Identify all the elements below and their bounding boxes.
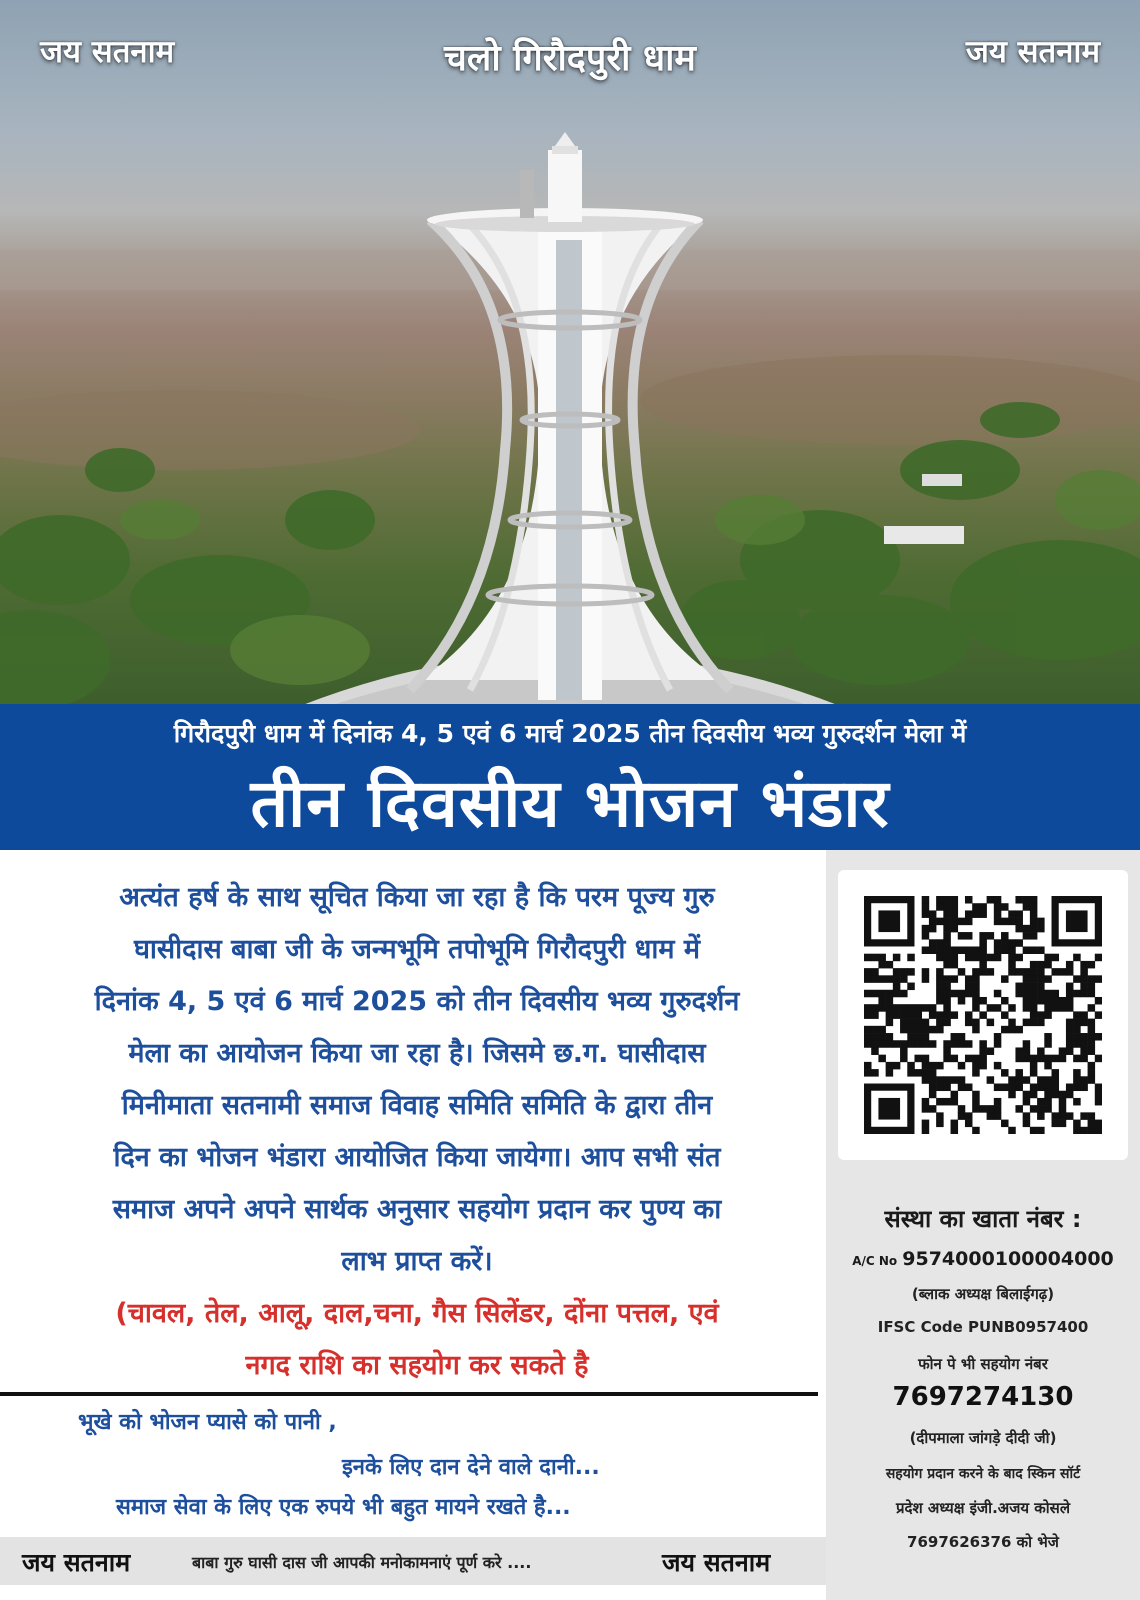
donation-items-text [22, 1288, 812, 1392]
donation-line: नगद राशि का सहयोग कर सकते है [245, 1350, 589, 1381]
phonepe-label: फोन पे भी सहयोग नंबर [918, 1355, 1048, 1373]
ifsc-code: IFSC Code PUNB0957400 [877, 1318, 1089, 1336]
qr-code-icon [864, 896, 1102, 1134]
block-head-label: (ब्लाक अध्यक्ष बिलाईगढ़) [911, 1285, 1055, 1303]
qr-code-container[interactable] [838, 870, 1128, 1160]
announcement-line: मेला का आयोजन किया जा रहा है। जिसमे छ.ग. घासीदास [128, 1038, 706, 1069]
poem-line-2: इनके लिए दान देने वाले दानी... [342, 1455, 600, 1480]
announcement-line: समाज अपने अपने सार्थक अनुसार सहयोग प्रदान कर पुण्य का [112, 1194, 722, 1225]
account-title: संस्था का खाता नंबर : [884, 1205, 1082, 1233]
hero-image [0, 0, 1140, 706]
announcement-text [22, 872, 812, 1288]
top-left-slogan: जय सतनाम [40, 34, 175, 70]
banner-title: तीन दिवसीय भोजन भंडार [250, 765, 890, 842]
announcement-line: घासीदास बाबा जी के जन्मभूमि तपोभूमि गिरौदपुरी धाम में [133, 934, 701, 965]
phonepe-number: 7697274130 [892, 1382, 1074, 1412]
announcement-line: लाभ प्राप्त करें। [341, 1246, 493, 1277]
president-phone: 7697626376 को भेजे [907, 1533, 1059, 1551]
announcement-section [0, 850, 820, 1390]
event-banner [0, 704, 1140, 850]
announcement-line: दिनांक 4, 5 एवं 6 मार्च 2025 को तीन दिवसीय भव्य गुरुदर्शन [94, 986, 740, 1017]
donation-line: (चावल, तेल, आलू, दाल,चना, गैस सिलेंडर, दोंना पत्तल, एवं [115, 1298, 719, 1329]
poem-line-3: समाज सेवा के लिए एक रुपये भी बहुत मायने रखते है... [116, 1495, 571, 1520]
footer-strip [0, 1537, 826, 1585]
phonepe-name: (दीपमाला जांगड़े दीदी जी) [909, 1429, 1057, 1447]
announcement-line: दिन का भोजन भंडारा आयोजित किया जायेगा। आप सभी संत [113, 1142, 721, 1173]
account-number: 9574000100004000 [902, 1248, 1114, 1270]
section-divider [0, 1392, 818, 1396]
footer-right-slogan: जय सतनाम [662, 1548, 771, 1577]
footer-blessing: बाबा गुरु घासी दास जी आपकी मनोकामनाएं पूर्ण करे .... [192, 1553, 532, 1572]
top-center-title: चलो गिरौदपुरी धाम [444, 38, 696, 79]
footer-left-slogan: जय सतनाम [22, 1548, 131, 1577]
screenshot-note: सहयोग प्रदान करने के बाद स्किन सॉर्ट [885, 1466, 1081, 1482]
announcement-line: मिनीमाता सतनामी समाज विवाह समिति समिति के द्वारा तीन [121, 1090, 713, 1121]
president-name: प्रदेश अध्यक्ष इंजी.अजय कोसले [895, 1499, 1070, 1517]
payment-panel [826, 850, 1140, 1600]
tower-landscape-image [0, 0, 1140, 706]
top-right-slogan: जय सतनाम [965, 34, 1100, 70]
announcement-line: अत्यंत हर्ष के साथ सूचित किया जा रहा है कि परम पूज्य गुरु [119, 882, 715, 913]
account-number-row [826, 1248, 1140, 1270]
poem-line-1: भूखे को भोजन प्यासे को पानी , [78, 1410, 337, 1435]
account-number-prefix: A/C No [852, 1254, 898, 1268]
banner-subtitle: गिरौदपुरी धाम में दिनांक 4, 5 एवं 6 मार्च 2025 तीन दिवसीय भव्य गुरुदर्शन मेला में [173, 719, 967, 748]
